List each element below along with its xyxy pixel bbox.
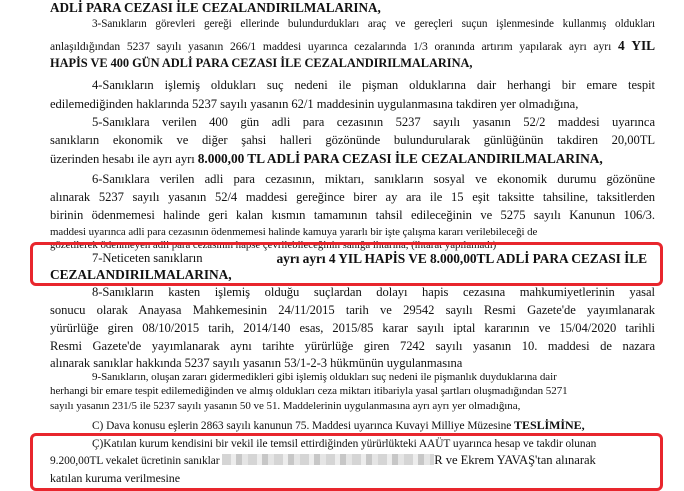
text-line: yürürlüğe giren 08/10/2015 tarih, 2014/140 esas, 2015/85 karar sayılı iptal kararının ve 15/04/2020 tarihli (50, 321, 655, 335)
redacted-name (222, 454, 434, 465)
text-line: Ç)Katılan kurum kendisini bir vekil ile temsil ettirdiğinden yürürlükteki AAÜT uyarınca hesap ve takdir olunan (92, 438, 597, 450)
text-line: herhangi bir emare tespit edilemediğinden ve almış oldukları ceza miktarı itibariyla yasal şartları oluşmadığından 5271 (50, 385, 568, 397)
text-line: HAPİS VE 400 GÜN ADLİ PARA CEZASI İLE CEZALANDIRILMALARINA, (50, 56, 473, 70)
text-line: alınarak sanıklar hakkında 5237 sayılı yasanın 53/1-2-3 hükmünün uygulanmasına (50, 356, 463, 370)
text-line: 9-Sanıkların, oluşan zararı gidermedikleri gibi işlemiş oldukları suç nedeni ile pişmanlık duyduklarına dair (92, 371, 557, 383)
text-line: alınarak 5237 sayılı yasanın 52/4 maddesi gereğince birer ay ara ile 15 eşit taksitte tahsiline, taksitlerden (50, 190, 655, 204)
text-line: anlaşıldığından 5237 sayılı yasanın 266/1 maddesi uyarınca cezalarında 1/3 oranında artırım yapılarak ayrı ayrı 4 YIL (50, 38, 655, 53)
text-line: C) Dava konusu eşlerin 2863 sayılı kanunun 75. Maddesi uyarınca Kuvayi Milliye Müzesine TESLİMİNE, (92, 418, 585, 432)
text-line: ADLİ PARA CEZASI İLE CEZALANDIRILMALARINA, (50, 0, 381, 15)
text-line: 5-Sanıklara verilen 400 gün adli para cezasının 5237 sayılı yasanın 52/2 maddesi uyarınca (92, 115, 655, 129)
text-line: sanıkların ekonomik ve diğer şahsi halleri gözönünde bulundurularak günlüğünün takdiren 20,00TL (50, 133, 655, 147)
text-line: 6-Sanıklara verilen adli para cezasının, miktarı, sanıkların sosyal ve ekonomik durumu gözönüne (92, 172, 655, 186)
text-line: 9.200,00TL vekalet ücretinin sanıklar R ve Ekrem YAVAŞ'tan alınarak (50, 453, 596, 467)
text-line: maddesi uyarınca adli para cezasının ödenmemesi halinde kamuya yararlı bir işte çalışma kararı verilebileceği de (50, 226, 538, 238)
text-line: 4-Sanıkların işlemiş oldukları suç nedeni ile pişman olduklarına dair herhangi bir emare tespit (92, 78, 655, 92)
text-line: sonucu olarak Anayasa Mahkemesinin 24/11/2015 tarih ve 29542 sayılı Resmi Gazete'de yayımlanarak (50, 303, 655, 317)
text-line: CEZALANDIRILMALARINA, (50, 267, 232, 282)
text-line: katılan kuruma verilmesine (50, 471, 180, 485)
text-line: 7-Neticeten sanıkların ayrı ayrı 4 YIL HAPİS VE 8.000,00TL ADLİ PARA CEZASI İLE (92, 251, 647, 266)
text-line: Resmi Gazete'de yayımlanarak aynı tarihte yürürlüğe giren 7242 sayılı yasanın 10. maddesi de nazara (50, 339, 655, 353)
text-line: gözetilerek ödenmeyen adli para cezasının hapse çevrilebileceğinin sanığa ihtarına, (ihtarat yapılamadı) (50, 239, 497, 251)
text-line: 3-Sanıkların görevleri gereği ellerinde bulundurdukları araç ve gereçleri suçun işlenmesinde kullanmış oldukları (92, 18, 655, 30)
text-line: edilemediğinden haklarında 5237 sayılı yasanın 62/1 maddesinin uygulanmasına takdiren yer olmadığına, (50, 97, 579, 111)
text-line: birinin ödenmemesi halinde geri kalan kısmın tamamının tahsil edileceğinin ve 5275 sayılı Kanunun 106/3. (50, 208, 655, 222)
text-line: sayılı yasanın 231/5 ile 5237 sayılı yasanın 50 ve 51. Maddelerinin uygulanmasına ayrı ayrı yer olmadığına, (50, 400, 521, 412)
text-line: üzerinden hesabı ile ayrı ayrı 8.000,00 TL ADLİ PARA CEZASI İLE CEZALANDIRILMALARINA, (50, 151, 603, 166)
text-line: 8-Sanıkların kasten işlemiş olduğu suçlardan dolayı hapis cezasına mahkumiyetlerinin yasal (92, 285, 655, 299)
